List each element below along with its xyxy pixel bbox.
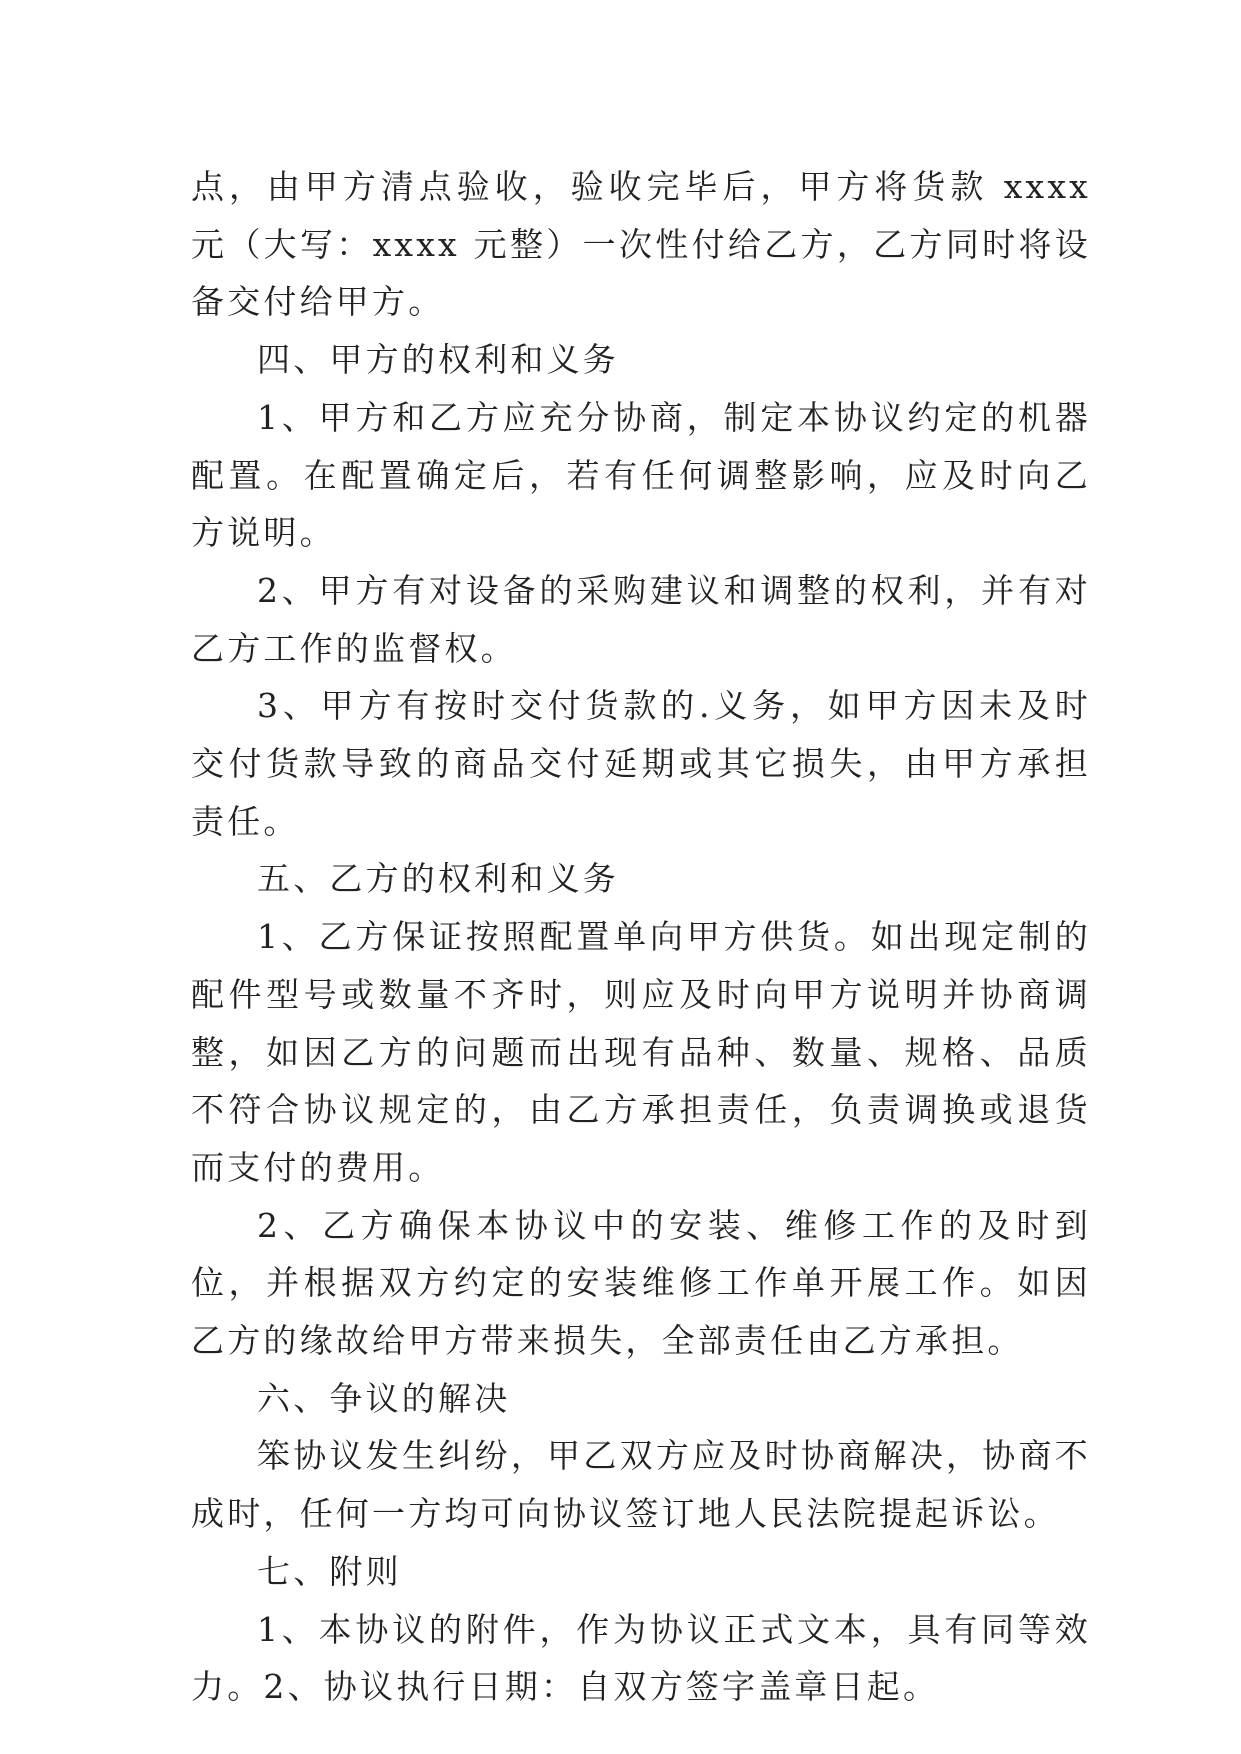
section-heading-party-b-rights: 五、乙方的权利和义务 xyxy=(257,859,619,899)
section-heading-party-a-rights: 四、甲方的权利和义务 xyxy=(257,340,619,380)
body-paragraph-a-2: 2、甲方有对设备的采购建议和调整的权利，并有对乙方工作的监督权。 xyxy=(191,570,1091,668)
body-paragraph-b-1: 1、乙方保证按照配置单向甲方供货。如出现定制的配件型号或数量不齐时，则应及时向甲方说明并协商调整，如因乙方的问题而出现有品种、数量、规格、品质不符合协议规定的，由乙方承担责任，负责调换或退货而支付的费用。 xyxy=(191,917,1091,1187)
body-paragraph-dispute: 笨协议发生纠纷，甲乙双方应及时协商解决，协商不成时，任何一方均可向协议签订地人民法院提起诉讼。 xyxy=(191,1436,1091,1534)
document-body xyxy=(191,158,1091,1716)
body-paragraph-a-1: 1、甲方和乙方应充分协商，制定本协议约定的机器配置。在配置确定后，若有任何调整影响，应及时向乙方说明。 xyxy=(191,397,1091,553)
body-paragraph-supplementary: 1、本协议的附件，作为协议正式文本，具有同等效力。2、协议执行日期：自双方签字盖章日起。 xyxy=(191,1609,1091,1707)
body-paragraph-b-2: 2、乙方确保本协议中的安装、维修工作的及时到位，并根据双方约定的安装维修工作单开展工作。如因乙方的缘故给甲方带来损失，全部责任由乙方承担。 xyxy=(191,1205,1091,1361)
section-heading-dispute: 六、争议的解决 xyxy=(257,1378,511,1418)
body-paragraph-payment: 点，由甲方清点验收，验收完毕后，甲方将货款 xxxx 元（大写：xxxx 元整）一次性付给乙方，乙方同时将设备交付给甲方。 xyxy=(191,167,1091,322)
section-heading-supplementary: 七、附则 xyxy=(257,1551,402,1591)
body-paragraph-a-3: 3、甲方有按时交付货款的.义务，如甲方因未及时交付货款导致的商品交付延期或其它损失，由甲方承担责任。 xyxy=(191,686,1091,841)
